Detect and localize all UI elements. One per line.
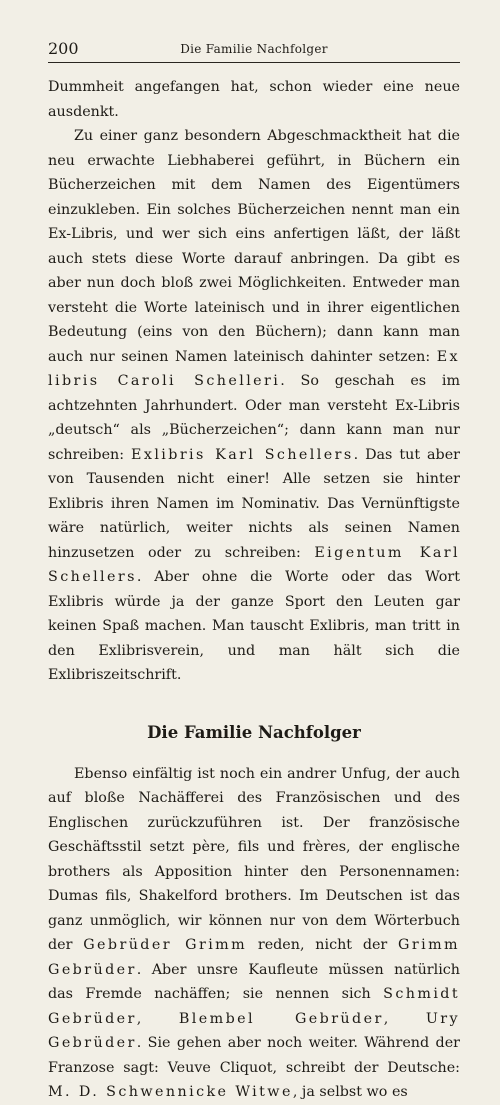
text-run: . Sie gehen aber noch weiter. Während der Franzose sagt: Veuve Cliquot, schreibt der Deutsche: (48, 1035, 460, 1076)
page-number: 200 (48, 39, 79, 58)
text-run: . Aber unsre Kaufleute müssen natürlich das Fremde nachäffen; sie nennen sich (48, 961, 460, 1002)
text-run: Zu einer ganz besondern Abgeschmacktheit hat die neu erwachte Liebhaberei geführt, in Büchern ein Bücherzeichen mit dem Namen des Eigentümers einzukleben. Ein solches Bücherzeichen nennt man ein Ex-Libris, und wer sich eins anfertigen läßt, der läßt auch stets diese Worte darauf anbringen. Da gibt es aber nun doch bloß zwei Möglichkeiten. Entweder man versteht die Worte lateinisch und in ihrer eigentlichen Bedeutung (eins von den Büchern); dann kann man auch nur seinen Namen lateinisch dahinter setzen: (48, 128, 460, 365)
paragraph-nachfolger (48, 762, 460, 1105)
page-header (48, 40, 460, 63)
spaced-example: Eigentum Karl Schellers (48, 544, 460, 585)
text-run: , ja selbst wo es (292, 1084, 408, 1100)
text-run: , (383, 1010, 426, 1027)
text-run: Ebenso einfältig ist noch ein andrer Unfug, der auch auf bloße Nachäfferei des Französischen und des Englischen zurückzuführen ist. Der französische Geschäftsstil setzt père, fils und frères, der englische brothers als Apposition hinter den Personennamen: Dumas fils, Shakelford brothers. Im Deutschen ist das ganz unmöglich, wir können nur von dem Wörterbuch der (48, 765, 460, 953)
section-title: Die Familie Nachfolger (147, 722, 361, 742)
spaced-example: M. D. Schwennicke Witwe (48, 1084, 293, 1100)
text-run: . So geschah es im achtzehnten Jahrhundert. Oder man versteht Ex-Libris „deutsch“ als „Bücherzeichen“; dann kann man nur schreiben: (48, 373, 460, 463)
spaced-example: Ex libris Caroli Schelleri (48, 348, 460, 389)
paragraph-exlibris (48, 124, 460, 688)
spaced-example: Blembel Gebrüder (178, 1010, 384, 1027)
text-run: . Das tut aber von Tausenden nicht einer! Alle setzen sie hinter Exlibris ihren Namen im Nominativ. Das Vernünftigste wäre natürlich, weiter nichts als seinen Namen hinzusetzen oder zu schreiben: (48, 446, 460, 561)
spaced-example: Schmidt Gebrüder (48, 986, 460, 1027)
text-run: reden, nicht der (247, 937, 399, 953)
spaced-example: Ury Gebrüder (48, 1010, 461, 1051)
text-run: . Aber ohne die Worte oder das Wort Exlibris würde ja der ganze Sport den Leuten gar keinen Spaß machen. Man tauscht Exlibris, man tritt in den Exlibrisverein, und man hält sich die Exlibriszeitschrift. (48, 569, 460, 683)
spaced-example: Grimm Gebrüder (48, 937, 460, 978)
spaced-example: Exlibris Karl Schellers (131, 446, 354, 463)
text-run: , (136, 1010, 179, 1027)
spaced-example: Gebrüder Grimm (83, 937, 248, 953)
running-title: Die Familie Nachfolger (180, 42, 328, 56)
paragraph-continuation: Dummheit angefangen hat, schon wieder eine neue ausdenkt. (48, 79, 460, 120)
